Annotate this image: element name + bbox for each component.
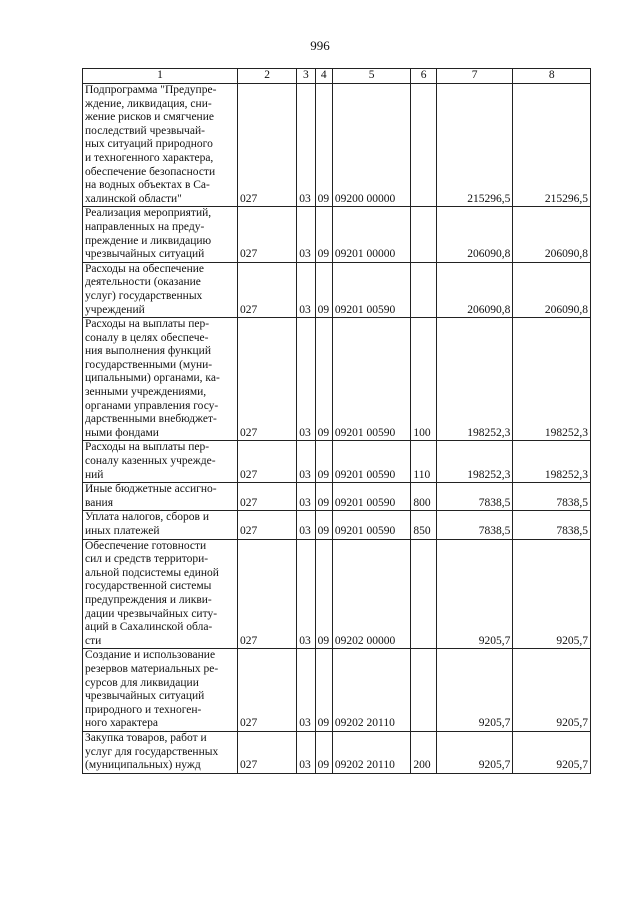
subsection-cell: 09 (315, 539, 332, 649)
page-number: 996 (310, 38, 330, 53)
header-cell-3: 3 (297, 69, 315, 84)
target-code-cell: 09201 00590 (332, 441, 411, 483)
subsection-cell: 09 (315, 441, 332, 483)
amount-col8-cell: 206090,8 (513, 207, 591, 262)
section-cell: 03 (297, 511, 315, 539)
budget-table (82, 68, 591, 774)
amount-col8-cell: 198252,3 (513, 318, 591, 441)
amount-col8-cell: 206090,8 (513, 262, 591, 317)
admin-code-cell: 027 (238, 262, 297, 317)
amount-col7-cell: 206090,8 (436, 207, 513, 262)
target-code-cell: 09201 00590 (332, 511, 411, 539)
subsection-cell: 09 (315, 511, 332, 539)
target-code-cell: 09200 00000 (332, 84, 411, 207)
row-name-cell: Подпрограмма "Предупре- ждение, ликвидация, сни- жение рисков и смягчение последствий чрезвычай- ных ситуаций природного и техногенного характера, обеспечение безопасности на водных объектах в Са- халинской области" (83, 84, 238, 207)
amount-col7-cell: 9205,7 (436, 731, 513, 773)
header-row (83, 69, 591, 84)
admin-code-cell: 027 (238, 483, 297, 511)
amount-col8-cell: 215296,5 (513, 84, 591, 207)
subsection-cell: 09 (315, 84, 332, 207)
target-code-cell: 09202 20110 (332, 649, 411, 732)
target-code-cell: 09201 00590 (332, 318, 411, 441)
section-cell: 03 (297, 84, 315, 207)
subsection-cell: 09 (315, 483, 332, 511)
section-cell: 03 (297, 539, 315, 649)
amount-col7-cell: 215296,5 (436, 84, 513, 207)
table-row (83, 539, 591, 649)
row-name-cell: Обеспечение готовности сил и средств территори- альной подсистемы единой государственной системы предупреждения и ликви- дации чрезвычайных ситу- аций в Сахалинской обла- сти (83, 539, 238, 649)
row-name-cell: Закупка товаров, работ и услуг для государственных (муниципальных) нужд (83, 731, 238, 773)
header-cell-1: 1 (83, 69, 238, 84)
admin-code-cell: 027 (238, 318, 297, 441)
subsection-cell: 09 (315, 731, 332, 773)
subsection-cell: 09 (315, 649, 332, 732)
row-name-cell: Иные бюджетные ассигно- вания (83, 483, 238, 511)
expense-kind-cell: 800 (411, 483, 437, 511)
header-cell-8: 8 (513, 69, 591, 84)
table-row (83, 441, 591, 483)
amount-col8-cell: 7838,5 (513, 511, 591, 539)
expense-kind-cell (411, 262, 437, 317)
table-row (83, 318, 591, 441)
amount-col7-cell: 7838,5 (436, 483, 513, 511)
section-cell: 03 (297, 207, 315, 262)
subsection-cell: 09 (315, 262, 332, 317)
section-cell: 03 (297, 318, 315, 441)
table-row (83, 84, 591, 207)
expense-kind-cell (411, 539, 437, 649)
expense-kind-cell: 850 (411, 511, 437, 539)
expense-kind-cell (411, 649, 437, 732)
subsection-cell: 09 (315, 207, 332, 262)
admin-code-cell: 027 (238, 511, 297, 539)
row-name-cell: Реализация мероприятий, направленных на преду- преждение и ликвидацию чрезвычайных ситуаций (83, 207, 238, 262)
target-code-cell: 09201 00000 (332, 207, 411, 262)
amount-col7-cell: 206090,8 (436, 262, 513, 317)
header-cell-4: 4 (315, 69, 332, 84)
row-name-cell: Создание и использование резервов материальных ре- сурсов для ликвидации чрезвычайных ситуаций природного и техноген- ного характера (83, 649, 238, 732)
admin-code-cell: 027 (238, 539, 297, 649)
admin-code-cell: 027 (238, 207, 297, 262)
expense-kind-cell: 200 (411, 731, 437, 773)
amount-col8-cell: 198252,3 (513, 441, 591, 483)
amount-col7-cell: 9205,7 (436, 649, 513, 732)
expense-kind-cell: 100 (411, 318, 437, 441)
amount-col7-cell: 198252,3 (436, 441, 513, 483)
table-row (83, 207, 591, 262)
admin-code-cell: 027 (238, 441, 297, 483)
header-cell-6: 6 (411, 69, 437, 84)
amount-col8-cell: 7838,5 (513, 483, 591, 511)
row-name-cell: Расходы на выплаты пер- соналу в целях обеспече- ния выполнения функций государственными (муни- ципальными) органами, ка- зенными учреждениями, органами управления госу- дарственными внебюджет- ными фондами (83, 318, 238, 441)
table-row (83, 731, 591, 773)
subsection-cell: 09 (315, 318, 332, 441)
table-row (83, 649, 591, 732)
amount-col7-cell: 7838,5 (436, 511, 513, 539)
amount-col7-cell: 9205,7 (436, 539, 513, 649)
row-name-cell: Расходы на выплаты пер- соналу казенных учрежде- ний (83, 441, 238, 483)
expense-kind-cell: 110 (411, 441, 437, 483)
target-code-cell: 09202 20110 (332, 731, 411, 773)
amount-col8-cell: 9205,7 (513, 731, 591, 773)
table-body (83, 84, 591, 774)
row-name-cell: Уплата налогов, сборов и иных платежей (83, 511, 238, 539)
expense-kind-cell (411, 207, 437, 262)
admin-code-cell: 027 (238, 84, 297, 207)
header-cell-2: 2 (238, 69, 297, 84)
target-code-cell: 09202 00000 (332, 539, 411, 649)
header-cell-5: 5 (332, 69, 411, 84)
table-row (83, 511, 591, 539)
section-cell: 03 (297, 649, 315, 732)
expense-kind-cell (411, 84, 437, 207)
amount-col8-cell: 9205,7 (513, 649, 591, 732)
amount-col7-cell: 198252,3 (436, 318, 513, 441)
amount-col8-cell: 9205,7 (513, 539, 591, 649)
admin-code-cell: 027 (238, 649, 297, 732)
section-cell: 03 (297, 441, 315, 483)
target-code-cell: 09201 00590 (332, 483, 411, 511)
header-cell-7: 7 (436, 69, 513, 84)
section-cell: 03 (297, 483, 315, 511)
target-code-cell: 09201 00590 (332, 262, 411, 317)
table-row (83, 483, 591, 511)
table-row (83, 262, 591, 317)
section-cell: 03 (297, 731, 315, 773)
row-name-cell: Расходы на обеспечение деятельности (оказание услуг) государственных учреждений (83, 262, 238, 317)
section-cell: 03 (297, 262, 315, 317)
admin-code-cell: 027 (238, 731, 297, 773)
